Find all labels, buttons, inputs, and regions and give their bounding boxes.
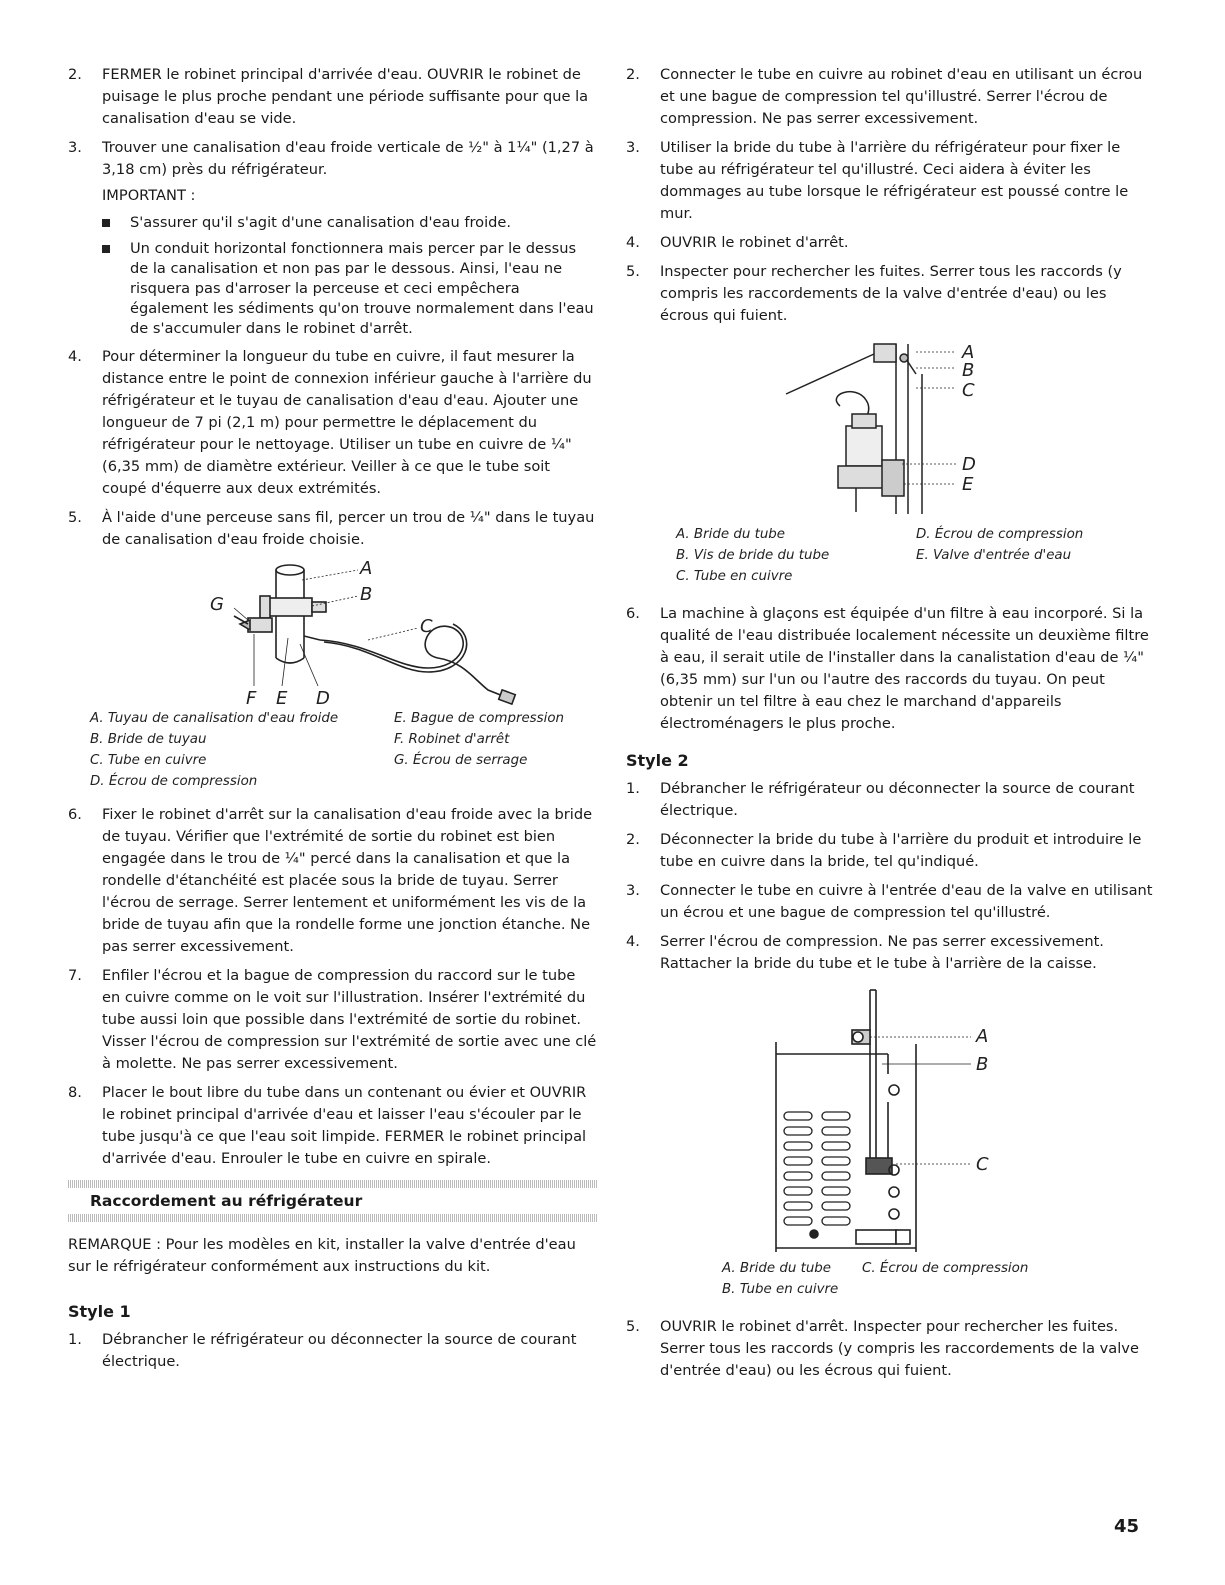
step-number: 5. (626, 263, 640, 280)
fig2-label-c: C (962, 380, 975, 401)
steps-list (626, 64, 1156, 327)
fig2-label-b: B (962, 360, 975, 381)
fig3-label-b: B (976, 1054, 989, 1075)
step-item (68, 64, 598, 130)
style2-illustration (626, 982, 1156, 1252)
fig1-label-e: E (276, 688, 288, 708)
step-item (626, 931, 1156, 975)
step-item (626, 232, 1156, 254)
step-number: 5. (626, 1318, 640, 1335)
fig1-label-c: C (420, 616, 433, 637)
step-text: Trouver une canalisation d'eau froide verticale de ½" à 1¼" (1,27 à 3,18 cm) près du réfrigérateur. (102, 139, 594, 178)
bullet-text: S'assurer qu'il s'agit d'une canalisation d'eau froide. (130, 214, 512, 231)
step-number: 6. (626, 605, 640, 622)
step-item (68, 137, 598, 339)
step-text: Serrer l'écrou de compression. Ne pas serrer excessivement. Rattacher la bride du tube et le tube à l'arrière de la caisse. (660, 933, 1104, 972)
step-item (68, 346, 598, 500)
legend-item: A. Bride du tube (676, 527, 786, 542)
style1-heading: Style 1 (68, 1302, 131, 1321)
step-item (68, 804, 598, 958)
step-number: 2. (626, 831, 640, 848)
step-number: 2. (626, 66, 640, 83)
bullet-square-icon (102, 245, 110, 253)
step-text: Enfiler l'écrou et la bague de compression du raccord sur le tube en cuivre comme on le voit sur l'illustration. Insérer l'extrémité du tube aussi loin que possible dans l'extrémité de sortie du robinet. Visser l'écrou de compression sur l'extrémité de sortie avec une clé à molette. Ne pas serrer excessivement. (102, 967, 597, 1072)
step-text: Utiliser la bride du tube à l'arrière du réfrigérateur pour fixer le tube au réfrigérateur tel qu'illustré. Ceci aidera à éviter les dommages au tube lorsque le réfrigérateur est poussé contre le mur. (660, 139, 1129, 222)
bullet-square-icon (102, 219, 110, 227)
right-column (626, 64, 1156, 1389)
steps-list (626, 603, 1156, 735)
steps-list (626, 1316, 1156, 1382)
important-label: IMPORTANT : (102, 187, 196, 204)
step-item (626, 829, 1156, 873)
step-text: À l'aide d'une perceuse sans fil, percer un trou de ¼" dans le tuyau de canalisation d'eau froide choisie. (102, 509, 595, 548)
fig2-legend (626, 524, 1156, 587)
shutoff-valve-figure (68, 558, 598, 792)
step-item (68, 965, 598, 1075)
legend-item: C. Tube en cuivre (676, 569, 793, 584)
steps-list (626, 778, 1156, 975)
fig3-legend (626, 1258, 1156, 1300)
step-text: Inspecter pour rechercher les fuites. Serrer tous les raccords (y compris les raccordements de la valve d'entrée d'eau) ou les écrous qui fuient. (660, 263, 1122, 324)
legend-item: B. Tube en cuivre (722, 1282, 839, 1297)
fig2-label-a: A (962, 342, 975, 363)
step-item (68, 507, 598, 551)
legend-item: E. Valve d'entrée d'eau (916, 548, 1072, 563)
step-text: FERMER le robinet principal d'arrivée d'eau. OUVRIR le robinet de puisage le plus proche pendant une période suffisante pour que la canalisation d'eau se vide. (102, 66, 589, 127)
step-text: Déconnecter la bride du tube à l'arrière du produit et introduire le tube en cuivre dans la bride, tel qu'indiqué. (660, 831, 1142, 870)
legend-item: D. Écrou de compression (916, 527, 1084, 542)
fig1-label-g: G (210, 594, 224, 615)
steps-list (68, 64, 598, 551)
fig1-label-b: B (360, 584, 373, 605)
legend-item: E. Bague de compression (394, 711, 565, 726)
important-bullets (102, 213, 598, 339)
legend-item: C. Écrou de compression (862, 1261, 1029, 1276)
legend-item: B. Vis de bride du tube (676, 548, 830, 563)
step-item (626, 778, 1156, 822)
fig3-label-a: A (976, 1026, 989, 1047)
step-number: 1. (68, 1331, 82, 1348)
step-number: 4. (626, 234, 640, 251)
step-number: 1. (626, 780, 640, 797)
step-number: 5. (68, 509, 82, 526)
section-divider-top (68, 1180, 598, 1188)
step-text: Débrancher le réfrigérateur ou déconnecter la source de courant électrique. (102, 1331, 577, 1370)
water-valve-figure (626, 334, 1156, 587)
section-title: Raccordement au réfrigérateur (90, 1192, 363, 1210)
step-text: Connecter le tube en cuivre au robinet d'eau en utilisant un écrou et une bague de compression tel qu'illustré. Serrer l'écrou de compression. Ne pas serrer excessivement. (660, 66, 1143, 127)
fig1-label-f: F (246, 688, 257, 708)
step-text: OUVRIR le robinet d'arrêt. Inspecter pour rechercher les fuites. Serrer tous les raccords (y compris les raccordements de la valve d'entrée d'eau) ou les écrous qui fuient. (660, 1318, 1139, 1379)
step-item (626, 261, 1156, 327)
step-number: 6. (68, 806, 82, 823)
legend-item: B. Bride de tuyau (90, 732, 207, 747)
legend-item: D. Écrou de compression (90, 774, 258, 789)
fig3-label-c: C (976, 1154, 989, 1175)
water-valve-illustration (626, 334, 1156, 524)
legend-item: A. Bride du tube (722, 1261, 832, 1276)
step-text: Pour déterminer la longueur du tube en cuivre, il faut mesurer la distance entre le point de connexion inférieur gauche à l'arrière du réfrigérateur et le tuyau de canalisation d'eau d'eau. Ajouter une longueur de 7 pi (2,1 m) pour permettre le déplacement du réfrigérateur pour le nettoyage. Utiliser un tube en cuivre de ¼" (6,35 mm) de diamètre extérieur. Veiller à ce que le tube soit coupé d'équerre aux deux extrémités. (102, 348, 592, 497)
step-number: 8. (68, 1084, 82, 1101)
left-column (68, 64, 598, 1380)
step-item (68, 1082, 598, 1170)
step-number: 2. (68, 66, 82, 83)
step-text: La machine à glaçons est équipée d'un filtre à eau incorporé. Si la qualité de l'eau distribuée localement nécessite un deuxième filtre à eau, il serait utile de l'installer dans la canalistation d'eau de ¼" (6,35 mm) sur l'un ou l'autre des raccords du tuyau. On peut obtenir un tel filtre à eau chez le marchand d'appareils électroménagers le plus proche. (660, 605, 1149, 732)
steps-list (68, 1329, 598, 1373)
legend-item: F. Robinet d'arrêt (394, 732, 510, 747)
step-item (626, 1316, 1156, 1382)
fig2-label-d: D (962, 454, 976, 475)
legend-item: G. Écrou de serrage (394, 753, 528, 768)
steps-list (68, 804, 598, 1170)
step-number: 3. (626, 139, 640, 156)
step-number: 3. (626, 882, 640, 899)
step-number: 4. (68, 348, 82, 365)
fig2-label-e: E (962, 474, 974, 495)
legend-item: A. Tuyau de canalisation d'eau froide (90, 711, 339, 726)
section-divider-bottom (68, 1214, 598, 1222)
step-item (68, 1329, 598, 1373)
bullet-text: Un conduit horizontal fonctionnera mais percer par le dessus de la canalisation et non pas par le dessous. Ainsi, l'eau ne risquera pas d'arroser la perceuse et ceci empêchera également les sédiments qu'on trouve normalement dans l'eau de s'accumuler dans le robinet d'arrêt. (130, 240, 594, 337)
style2-heading: Style 2 (626, 751, 689, 770)
step-text: OUVRIR le robinet d'arrêt. (660, 234, 849, 251)
step-number: 7. (68, 967, 82, 984)
fig1-legend (68, 708, 598, 792)
bullet-item (102, 239, 598, 339)
bullet-item (102, 213, 598, 233)
step-item (626, 603, 1156, 735)
step-number: 3. (68, 139, 82, 156)
fig1-label-d: D (316, 688, 330, 708)
step-number: 4. (626, 933, 640, 950)
step-item (626, 64, 1156, 130)
fig1-label-a: A (360, 558, 373, 579)
step-item (626, 880, 1156, 924)
step-item (626, 137, 1156, 225)
style2-figure (626, 982, 1156, 1300)
step-text: Fixer le robinet d'arrêt sur la canalisation d'eau froide avec la bride de tuyau. Vérifier que l'extrémité de sortie du robinet est bien engagée dans le trou de ¼" percé dans la canalisation et que la rondelle d'étanchéité est placée sous la bride de tuyau. Serrer l'écrou de serrage. Serrer lentement et uniformément les vis de la bride de tuyau afin que la rondelle forme une jonction étanche. Ne pas serrer excessivement. (102, 806, 593, 955)
page-number: 45 (1113, 1516, 1139, 1537)
remark-paragraph: REMARQUE : Pour les modèles en kit, installer la valve d'entrée d'eau sur le réfrigérateur conformément aux instructions du kit. (68, 1236, 576, 1275)
step-text: Placer le bout libre du tube dans un contenant ou évier et OUVRIR le robinet principal d'arrivée d'eau et laisser l'eau s'écouler par le tube jusqu'à ce que l'eau soit limpide. FERMER le robinet principal d'arrivée d'eau. Enrouler le tube en cuivre en spirale. (102, 1084, 587, 1167)
step-text: Connecter le tube en cuivre à l'entrée d'eau de la valve en utilisant un écrou et une bague de compression tel qu'illustré. (660, 882, 1153, 921)
legend-item: C. Tube en cuivre (90, 753, 207, 768)
step-text: Débrancher le réfrigérateur ou déconnecter la source de courant électrique. (660, 780, 1135, 819)
shutoff-valve-illustration (68, 558, 598, 708)
